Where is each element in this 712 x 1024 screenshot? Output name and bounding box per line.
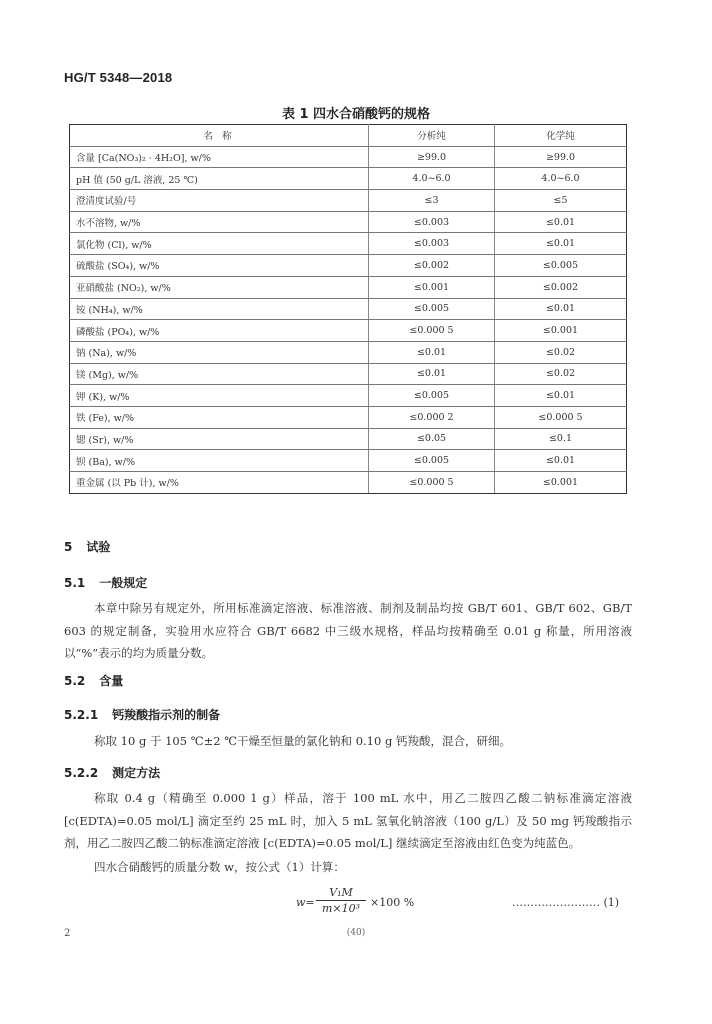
table-row	[70, 472, 627, 494]
table-row	[70, 406, 627, 428]
item-name-cell: 磷酸盐 (PO₄), w/%	[70, 320, 369, 342]
column-header: 化学纯	[495, 125, 627, 147]
item-name-cell: 钡 (Ba), w/%	[70, 450, 369, 472]
item-name-cell: 含量 [Ca(NO₃)₂ · 4H₂O], w/%	[70, 146, 369, 168]
chemical-grade-cell: ≤0.01	[495, 298, 627, 320]
analytical-grade-cell: ≤0.003	[369, 233, 495, 255]
table-caption: 表 1 四水合硝酸钙的规格	[281, 107, 431, 122]
paragraph-formula-intro: 四水合硝酸钙的质量分数 w，按公式（1）计算：	[94, 860, 345, 874]
table-row	[70, 168, 627, 190]
analytical-grade-cell: ≤0.005	[369, 298, 495, 320]
table-row	[70, 320, 627, 342]
item-name-cell: 钠 (Na), w/%	[70, 341, 369, 363]
item-name-cell: 锶 (Sr), w/%	[70, 428, 369, 450]
page-code: (40)	[346, 928, 366, 938]
chemical-grade-cell: ≥99.0	[495, 146, 627, 168]
table-row	[70, 385, 627, 407]
analytical-grade-cell: 4.0~6.0	[369, 168, 495, 190]
chemical-grade-cell: ≤0.002	[495, 276, 627, 298]
table-row	[70, 450, 627, 472]
chemical-grade-cell: 4.0~6.0	[495, 168, 627, 190]
chemical-grade-cell: ≤0.001	[495, 472, 627, 494]
section-5-2-heading: 5.2 含量	[64, 674, 124, 688]
section-5-2-2-heading: 5.2.2 测定方法	[64, 766, 161, 780]
chemical-grade-cell: ≤0.001	[495, 320, 627, 342]
item-name-cell: 铵 (NH₄), w/%	[70, 298, 369, 320]
item-name-cell: 硫酸盐 (SO₄), w/%	[70, 255, 369, 277]
item-name-cell: 水不溶物, w/%	[70, 211, 369, 233]
chemical-grade-cell: ≤5	[495, 190, 627, 212]
section-5-2-1-heading: 5.2.1 钙羧酸指示剂的制备	[64, 708, 221, 722]
standard-number: HG/T 5348—2018	[64, 70, 173, 85]
analytical-grade-cell: ≤0.001	[369, 276, 495, 298]
chemical-grade-cell: ≤0.1	[495, 428, 627, 450]
section-5-heading: 5 试验	[64, 540, 111, 554]
table-header-row	[70, 125, 627, 147]
table-row	[70, 276, 627, 298]
table-row	[70, 190, 627, 212]
chemical-grade-cell: ≤0.01	[495, 233, 627, 255]
item-name-cell: 澄清度试验/号	[70, 190, 369, 212]
analytical-grade-cell: ≤0.000 5	[369, 472, 495, 494]
chemical-grade-cell: ≤0.01	[495, 385, 627, 407]
analytical-grade-cell: ≤0.003	[369, 211, 495, 233]
chemical-grade-cell: ≤0.02	[495, 363, 627, 385]
analytical-grade-cell: ≤0.000 5	[369, 320, 495, 342]
formula-fraction	[316, 886, 366, 915]
table-row	[70, 341, 627, 363]
formula-1	[296, 886, 496, 920]
item-name-cell: 铁 (Fe), w/%	[70, 406, 369, 428]
formula-lhs: w=	[296, 896, 315, 909]
item-name-cell: 氯化物 (Cl), w/%	[70, 233, 369, 255]
item-name-cell: 镁 (Mg), w/%	[70, 363, 369, 385]
analytical-grade-cell: ≤0.005	[369, 385, 495, 407]
paragraph-5-1: 本章中除另有规定外，所用标准滴定溶液、标准溶液、制剂及制品均按 GB/T 601、GB/T 602、GB/T 603 的规定制备，实验用水应符合 GB/T 6682 中三级水规格，样品均按精确至 0.01 g 称量，所用溶液以“%”表示的均为质量分数。	[64, 601, 632, 660]
table-row	[70, 233, 627, 255]
item-name-cell: 重金属 (以 Pb 计), w/%	[70, 472, 369, 494]
chemical-grade-cell: ≤0.02	[495, 341, 627, 363]
paragraph-5-2-2: 称取 0.4 g（精确至 0.000 1 g）样品，溶于 100 mL 水中，用乙二胺四乙酸二钠标准滴定溶液 [c(EDTA)=0.05 mol/L] 滴定至约 25 mL 时，加入 5 mL 氢氧化钠溶液（100 g/L）及 50 mg 钙羧酸指示剂，用乙二胺四乙酸二钠标准滴定溶液 [c(EDTA)=0.05 mol/L] 继续滴定至溶液由红色变为纯蓝色。	[64, 791, 632, 850]
formula-denominator: m×10³	[321, 902, 361, 915]
table-row	[70, 211, 627, 233]
chemical-grade-cell: ≤0.01	[495, 211, 627, 233]
page-number: 2	[64, 928, 71, 939]
table-row	[70, 428, 627, 450]
table-row	[70, 298, 627, 320]
analytical-grade-cell: ≤0.005	[369, 450, 495, 472]
spec-table	[69, 124, 627, 494]
formula-numerator: V₁M	[316, 886, 366, 901]
chemical-grade-cell: ≤0.01	[495, 450, 627, 472]
analytical-grade-cell: ≤0.05	[369, 428, 495, 450]
analytical-grade-cell: ≥99.0	[369, 146, 495, 168]
analytical-grade-cell: ≤0.01	[369, 363, 495, 385]
table-row	[70, 146, 627, 168]
table-row	[70, 255, 627, 277]
analytical-grade-cell: ≤0.000 2	[369, 406, 495, 428]
formula-rhs: ×100 %	[370, 896, 415, 909]
column-header: 名 称	[70, 125, 369, 147]
table-body	[70, 146, 627, 493]
chemical-grade-cell: ≤0.000 5	[495, 406, 627, 428]
item-name-cell: 钾 (K), w/%	[70, 385, 369, 407]
item-name-cell: pH 值 (50 g/L 溶液, 25 ℃)	[70, 168, 369, 190]
paragraph-5-2-1: 称取 10 g 于 105 ℃±2 ℃干燥至恒量的氯化钠和 0.10 g 钙羧酸，混合，研细。	[94, 734, 511, 748]
column-header: 分析纯	[369, 125, 495, 147]
analytical-grade-cell: ≤0.002	[369, 255, 495, 277]
analytical-grade-cell: ≤3	[369, 190, 495, 212]
section-5-1-heading: 5.1 一般规定	[64, 576, 148, 590]
item-name-cell: 亚硝酸盐 (NO₂), w/%	[70, 276, 369, 298]
analytical-grade-cell: ≤0.01	[369, 341, 495, 363]
chemical-grade-cell: ≤0.005	[495, 255, 627, 277]
formula-number: …………………… (1)	[512, 896, 620, 909]
table-row	[70, 363, 627, 385]
